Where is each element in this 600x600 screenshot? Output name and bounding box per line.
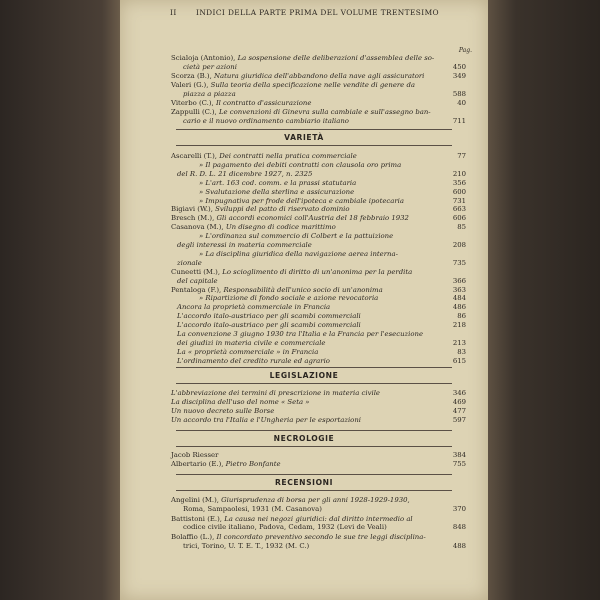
entry-title: Gli accordi economici coll'Austria del 18 febbraio 1932	[216, 214, 409, 223]
entry-title: Il contratto d'assicurazione	[215, 99, 312, 107]
entry-page: 356	[452, 178, 466, 187]
entry-title: Roma, Sampaolesi, 1931 (M. Casanova)	[183, 504, 322, 513]
entry-title: Il concordato preventivo secondo le sue tre leggi disciplina-	[216, 533, 426, 541]
entry-page: 384	[452, 451, 466, 459]
section-heading-necrologie: NECROLOGIE	[273, 434, 335, 443]
entry-author: Battistoni (E.),	[171, 514, 222, 523]
list-item	[171, 357, 453, 366]
entry-title: La convenzione 3 giugno 1930 tra l'Italia e la Francia per l'esecuzione	[177, 330, 424, 338]
entry-title: L'ordinamento del credito rurale ed agrario	[177, 356, 330, 365]
left-background	[0, 0, 120, 600]
entry-page: 40	[457, 99, 466, 107]
list-item	[171, 505, 453, 514]
entry-title: zionale	[177, 258, 202, 267]
entry-author: Cuneetti (M.),	[171, 267, 221, 276]
section-rule	[176, 367, 452, 368]
list-item	[171, 54, 453, 72]
list-item	[171, 152, 453, 161]
right-background	[488, 0, 600, 600]
list-item	[171, 170, 453, 179]
entry-page: 477	[452, 406, 466, 415]
list-item	[171, 294, 453, 303]
entry-page: 450	[452, 63, 466, 71]
entry-title: Pietro Bonfante	[225, 460, 281, 469]
document-page	[120, 0, 488, 600]
entry-page: 210	[452, 169, 466, 178]
entry-author: Valeri (G.),	[171, 81, 209, 89]
entry-title: » L'ordinanza sul commercio di Colbert e la pattuizione	[199, 232, 394, 241]
list-item	[171, 99, 453, 108]
list-item	[171, 223, 453, 232]
list-item	[171, 232, 453, 241]
entry-page: 213	[452, 338, 466, 347]
entry-page: 615	[452, 356, 466, 365]
entry-page: 663	[452, 205, 466, 214]
entry-page: 848	[452, 523, 466, 532]
entry-title: » L'art. 163 cod. comm. e la prassi statutaria	[199, 178, 357, 187]
section-rule	[176, 430, 452, 431]
entry-author: Pentaloga (F.),	[171, 285, 222, 294]
entry-author: Ascarelli (T.),	[171, 152, 217, 160]
entry-author: Viterbo (C.),	[171, 99, 214, 107]
entry-author: Scorza (B.),	[171, 72, 212, 80]
section-rule	[176, 474, 452, 475]
entry-page: 85	[457, 223, 466, 232]
entry-page: 486	[452, 303, 466, 312]
entry-title: La « proprietà commerciale » in Francia	[177, 347, 319, 356]
entry-page: 83	[457, 347, 466, 356]
entry-title: codice civile italiano, Padova, Cedam, 1932 (Levi de Veali)	[183, 523, 387, 532]
entry-title: Sulla teoria della specificazione nelle vendite di genere da	[210, 81, 415, 89]
page-header-title: INDICI DELLA PARTE PRIMA DEL VOLUME TRENTESIMO	[196, 8, 440, 17]
entry-page: 711	[452, 117, 466, 125]
list-item	[171, 416, 453, 425]
entry-title: » Il pagamento dei debiti contratti con clausola oro prima	[199, 160, 402, 169]
entry-page: 484	[452, 294, 466, 303]
entry-author: Bresch (M.),	[171, 214, 215, 223]
entry-page: 606	[452, 214, 466, 223]
entry-author: Jacob Riesser	[171, 451, 219, 459]
entry-title: Giurisprudenza di borsa per gli anni 1928-1929-1930,	[221, 496, 410, 504]
entry-author: Angelini (M.),	[171, 496, 219, 504]
pag-label: Pag.	[458, 47, 472, 54]
list-item	[171, 339, 453, 348]
entry-title: La disciplina dell'uso del nome « Seta »	[171, 397, 310, 406]
list-item	[171, 312, 453, 321]
section-rule	[176, 490, 452, 491]
entry-title: » Ripartizione di fondo sociale e azione revocatoria	[199, 294, 379, 303]
entry-page: 370	[452, 504, 466, 513]
entry-page: 731	[452, 196, 466, 205]
list-item	[171, 389, 453, 398]
section-heading-varieta: VARIETÀ	[284, 133, 324, 142]
entry-author: Zappulli (C.),	[171, 108, 217, 116]
list-item	[171, 161, 453, 170]
entry-title: Dei contratti nella pratica commerciale	[219, 152, 357, 160]
entry-title-cont: cietà per azioni	[183, 62, 237, 71]
entry-title: L'accordo italo-austriaco per gli scambi commerciali	[177, 312, 361, 321]
entry-page: 208	[452, 241, 466, 249]
list-item	[171, 321, 453, 330]
entry-title: L'abbreviazione dei termini di prescrizione in materia civile	[171, 389, 380, 397]
entry-title: » La disciplina giuridica della navigazione aerea interna-	[199, 249, 398, 258]
entry-author: Bolaffio (L.),	[171, 533, 215, 541]
entry-page: 600	[452, 187, 466, 196]
entry-title: trici, Torino, U. T. E. T., 1932 (M. C.)	[183, 541, 310, 550]
section-heading-recensioni: RECENSIONI	[274, 478, 334, 487]
list-item	[171, 348, 453, 357]
list-item	[171, 286, 453, 295]
entry-title: Lo scioglimento di diritto di un'anonima per la perdita	[222, 267, 413, 276]
entry-title: degli interessi in materia commerciale	[177, 241, 312, 249]
list-item	[171, 214, 453, 223]
page-number: II	[170, 8, 177, 17]
entry-page: 218	[452, 321, 466, 330]
list-item	[171, 188, 453, 197]
entry-page: 469	[452, 397, 466, 406]
list-item	[171, 542, 453, 551]
entry-title: dei giudizi in materia civile e commerciale	[177, 338, 326, 347]
section-rule	[176, 145, 452, 146]
list-item	[171, 72, 453, 81]
section-rule	[176, 446, 452, 447]
entry-author: Casanova (M.),	[171, 223, 224, 232]
entry-page: 755	[452, 460, 466, 469]
entry-page: 597	[452, 415, 466, 424]
entry-title: La sospensione delle deliberazioni d'assemblea delle so-	[237, 54, 435, 62]
entry-title: del capitale	[177, 276, 218, 285]
entry-title: Un disegno di codice marittimo	[225, 223, 336, 232]
list-item	[171, 179, 453, 188]
entry-page: 366	[452, 276, 466, 285]
list-item	[171, 277, 453, 286]
entry-page: 349	[452, 72, 466, 80]
list-item	[171, 451, 453, 460]
entry-page: 77	[457, 152, 466, 160]
section-rule	[176, 129, 452, 130]
list-item	[171, 268, 453, 277]
entry-author: Bigiavi (W.),	[171, 205, 213, 214]
entry-page: 588	[452, 90, 466, 98]
entry-page: 346	[452, 389, 466, 397]
entry-page: 363	[452, 285, 466, 294]
entry-page: 735	[452, 258, 466, 267]
list-item	[171, 205, 453, 214]
entry-author: Scialoja (Antonio),	[171, 54, 236, 62]
entry-title: Le convenzioni di Ginevra sulla cambiale e sull'assegno ban-	[218, 108, 431, 116]
list-item	[171, 533, 453, 542]
section-heading-legislazione: LEGISLAZIONE	[269, 371, 339, 380]
list-item	[171, 515, 453, 524]
entry-title: » Svalutazione della sterlina e assicurazione	[199, 187, 355, 196]
entry-title: Un accordo tra l'Italia e l'Ungheria per le esportazioni	[171, 415, 361, 424]
list-item	[171, 259, 453, 268]
entry-title: Sviluppi del patto di riservato dominio	[215, 205, 350, 214]
entry-title: del R. D. L. 21 dicembre 1927, n. 2325	[177, 169, 313, 178]
entry-page: 86	[457, 312, 466, 321]
list-item	[171, 496, 453, 505]
entry-title: L'accordo italo-austriaco per gli scambi commerciali	[177, 321, 361, 330]
list-item	[171, 407, 453, 416]
list-item	[171, 241, 453, 250]
entry-title: La causa nei negozi giuridici: dal diritto intermedio al	[224, 514, 413, 523]
entry-title: Un nuovo decreto sulle Borse	[171, 406, 275, 415]
list-item	[171, 330, 453, 339]
list-item	[171, 250, 453, 259]
list-item	[171, 197, 453, 206]
list-item	[171, 108, 453, 126]
list-item	[171, 523, 453, 532]
entry-title: Natura giuridica dell'abbandono della nave agli assicuratori	[213, 72, 425, 80]
list-item	[171, 81, 453, 99]
entry-title: » Impugnativa per frode dell'ipoteca e cambiale ipotecaria	[199, 196, 404, 205]
section-rule	[176, 383, 452, 384]
entry-page: 488	[452, 541, 466, 550]
entry-title: Responsabilità dell'unico socio di un'anonima	[223, 285, 383, 294]
list-item	[171, 460, 453, 469]
entry-title: Ancora la proprietà commerciale in Francia	[177, 303, 331, 312]
entry-title-cont: piazza a piazza	[183, 89, 236, 98]
entry-author: Albertario (E.),	[171, 460, 224, 469]
entry-title-cont: cario e il nuovo ordinamento cambiario italiano	[183, 116, 349, 125]
list-item	[171, 398, 453, 407]
list-item	[171, 303, 453, 312]
